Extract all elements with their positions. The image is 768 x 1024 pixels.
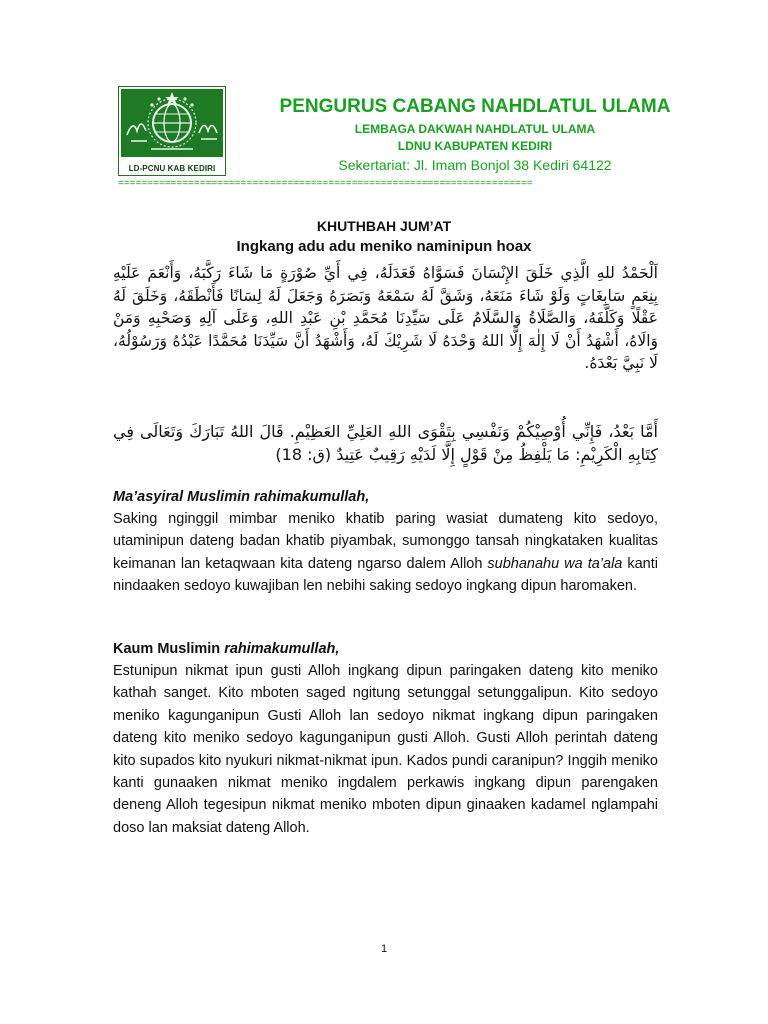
- nu-globe-emblem-icon: [121, 89, 223, 157]
- section-1: [113, 486, 658, 598]
- section-2: [113, 638, 658, 839]
- section-2-heading: Kaum Muslimin rahimakumullah,: [113, 641, 340, 657]
- nu-logo: [118, 86, 226, 176]
- section-2-paragraph: Estunipun nikmat ipun gusti Alloh ingkang dipun paringaken dateng kito meniko kathah sanget. Kito mboten saged ngitung setunggal setunggalipun. Kito sedoyo meniko kagunganipun Gusti Alloh lan sedoyo nikmat ingkang dipun paringaken dateng kito meniko sedoyo kagunganipun gusti Alloh. Gusti Alloh perintah dateng kito supados kito nyukuri nikmat-nikmat ipun. Kados pundi caranipun? Inggih meniko kanti gunaaken nikmat meniko ingdalem perkawis ingkang dipun parengaken deneng Alloh tegesipun nikmat meniko mboten dipun ginaaken kadamel nglampahi doso lan maksiat dateng Alloh.: [113, 663, 658, 836]
- letterhead-divider: =======================================================================: [118, 178, 533, 189]
- page-number: 1: [380, 943, 388, 955]
- section-1-heading: Ma’asyiral Muslimin rahimakumullah,: [113, 489, 370, 505]
- section-1-paragraph: Saking nginggil mimbar meniko khatib paring wasiat dumateng kito sedoyo, utaminipun dateng badan khatib piyambak, sumonggo tansah ningkataken kualitas keimanan lan ketaqwaan kita dateng ngarso dalem Alloh subhanahu wa ta’ala kanti nindaaken sedoyo kuwajiban len nebihi saking sedoyo ingkang dipun haromaken.: [113, 511, 658, 595]
- logo-label: LD-PCNU KAB KEDIRI: [128, 164, 216, 173]
- document-title: KHUTHBAH JUM’AT: [316, 218, 452, 234]
- organization-subtitle-1: LEMBAGA DAKWAH NAHDLATUL ULAMA: [354, 122, 596, 136]
- organization-address: Sekertariat: Jl. Imam Bonjol 38 Kediri 64122: [338, 157, 612, 173]
- organization-title: PENGURUS CABANG NAHDLATUL ULAMA: [279, 96, 671, 117]
- arabic-opening-text: اَلْحَمْدُ للهِ الَّذِي خَلَقَ الإِنْسَانَ فَسَوَّاهُ فَعَدَلَهُ، فِي أَيِّ صُوْرَةٍ مَا شَاءَ رَكَّبَهُ، وَأَنْعَمَ عَلَيْهِ بِنِعَمٍ سَابِغَاتٍ وَلَوْ شَاءَ مَنَعَهُ، وَشَقَّ لَهُ سَمْعَهُ وَبَصَرَهُ وَجَعَلَ لَهُ لِسَانًا فَأَنْطَقَهُ، وَخَلَقَ لَهُ عَقْلًا وَكَلَّفَهُ، وَالصَّلَاةُ وَالسَّلَامُ عَلَى سَيِّدِنَا مُحَمَّدِ بْنِ عَبْدِ اللهِ، وَعَلَى آلِهِ وَصَحْبِهِ وَمَنْ وَالَاهُ، أَشْهَدُ أَنْ لَا إِلٰهَ إِلَّا اللهُ وَحْدَهُ لَا شَرِيْكَ لَهُ، وَأَشْهَدُ أَنَّ سَيِّدَنَا مُحَمَّدًا عَبْدُهُ وَرَسُوْلُهُ، لَا نَبِيَّ بَعْدَهُ.: [113, 264, 658, 373]
- arabic-closing-text: أَمَّا بَعْدُ، فَإِنِّي أُوْصِيْكُمْ وَنَفْسِي بِتَقْوَى اللهِ العَلِيِّ العَظِيْمِ. قَالَ اللهُ تَبَارَكَ وَتَعَالَى فِي كِتَابِهِ الْكَرِيْمِ: مَا يَلْفِظُ مِنْ قَوْلٍ إِلَّا لَدَيْهِ رَقِيبٌ عَتِيدٌ (ق: 18): [113, 422, 658, 464]
- organization-subtitle-2: LDNU KABUPATEN KEDIRI: [397, 139, 553, 153]
- document-subtitle: Ingkang adu adu meniko naminipun hoax: [236, 238, 532, 255]
